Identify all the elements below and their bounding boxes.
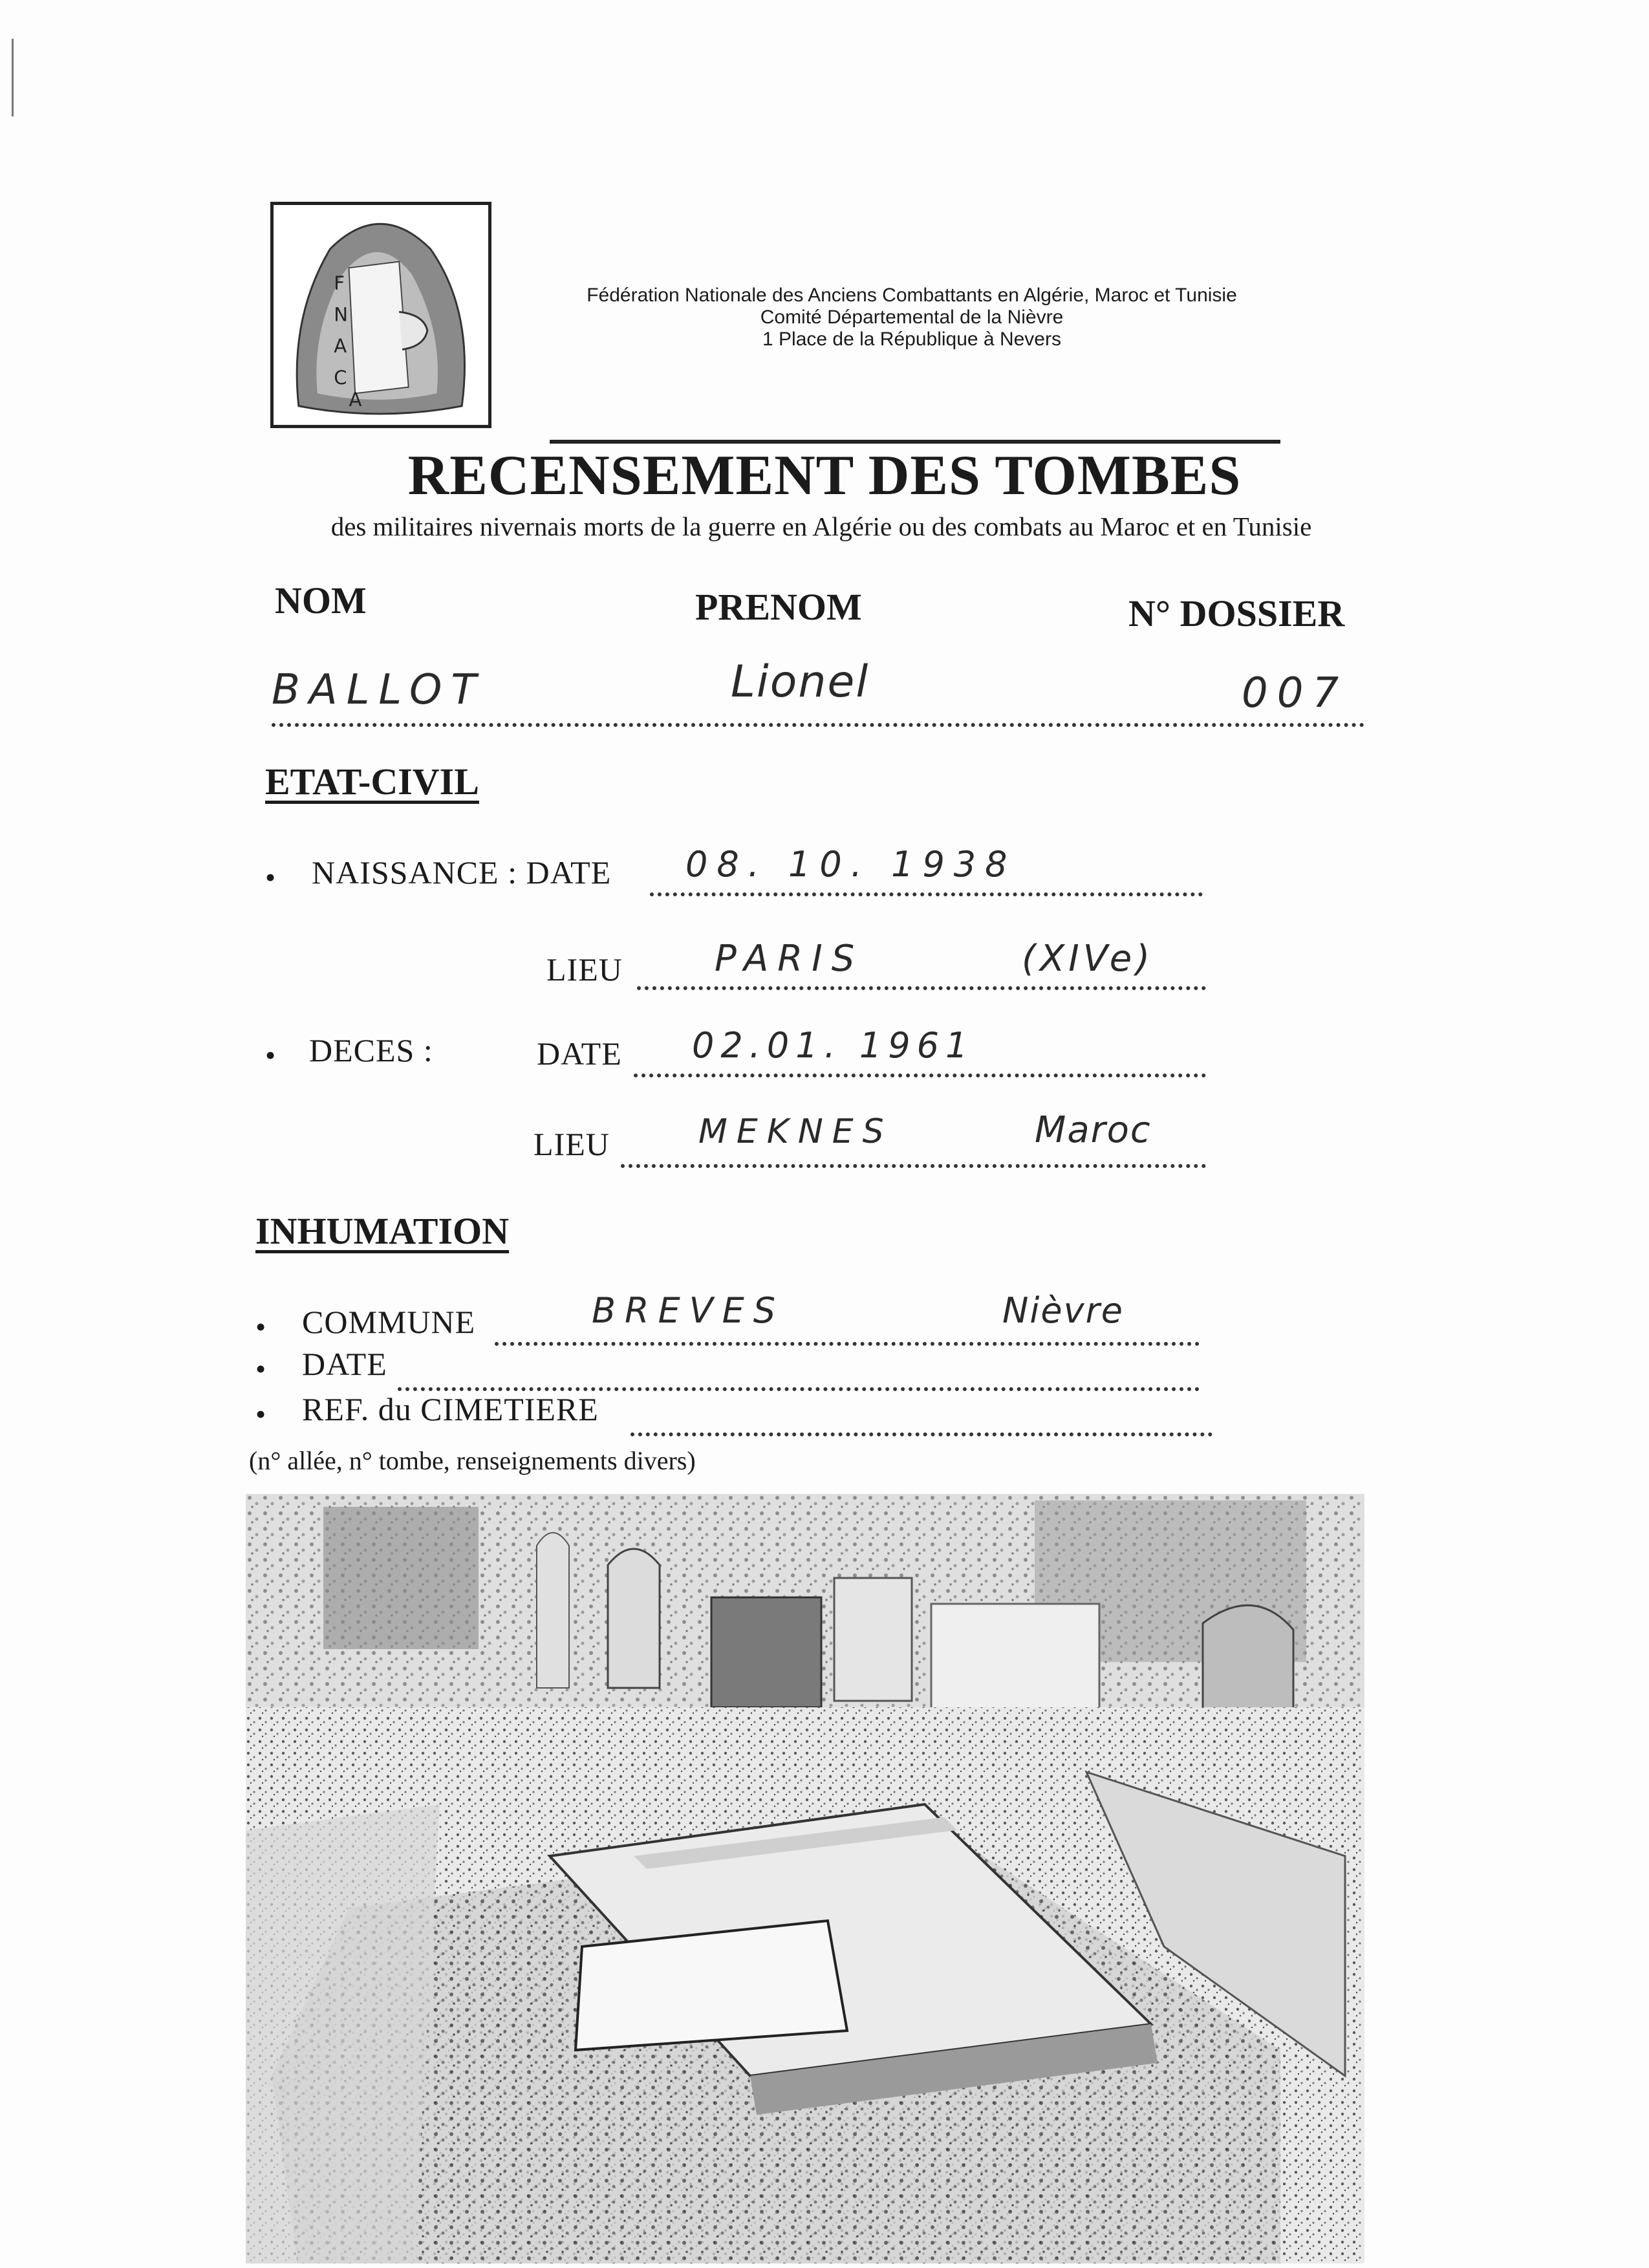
commune-value: BREVES (592, 1290, 785, 1331)
deces-bullet: • (265, 1039, 276, 1072)
naissance-lieu-dots (637, 986, 1206, 990)
naissance-date-value: 08. 10. 1938 (685, 844, 1017, 885)
commune-bullet: • (255, 1310, 266, 1343)
svg-text:F: F (334, 272, 345, 295)
deces-date-value: 02.01. 1961 (692, 1025, 975, 1066)
fnaca-emblem-icon (274, 205, 488, 425)
ref-cimetiere-dots (630, 1432, 1212, 1436)
deces-lieu-value: MEKNES (698, 1112, 893, 1151)
nom-value: BALLOT (272, 666, 486, 714)
identity-dotted-line (272, 723, 1364, 727)
svg-text:C: C (334, 366, 347, 389)
organization-address: 1 Place de la République à Nevers (762, 329, 1061, 350)
organization-header (530, 285, 1293, 351)
inhumation-date-label: DATE (302, 1346, 387, 1382)
etat-civil-heading: ETAT-CIVIL (265, 761, 479, 803)
commune-label: COMMUNE (302, 1304, 476, 1340)
naissance-lieu-value: PARIS (715, 938, 864, 980)
nom-label: NOM (275, 579, 367, 621)
commune-dots (495, 1342, 1200, 1346)
dossier-value: 007 (1242, 669, 1348, 717)
deces-date-label: DATE (537, 1035, 622, 1072)
deces-label: DECES : (309, 1032, 433, 1068)
deces-lieu-dots (621, 1164, 1206, 1168)
ref-note: (n° allée, n° tombe, renseignements divers) (249, 1446, 696, 1475)
naissance-lieu-label: LIEU (546, 951, 623, 988)
naissance-bullet: • (265, 861, 276, 894)
date-bullet: • (255, 1352, 266, 1385)
fnaca-logo (270, 202, 491, 428)
naissance-lieu-extra: (XIVe) (1022, 938, 1154, 980)
naissance-date-dots (650, 892, 1203, 896)
document-subtitle: des militaires nivernais morts de la guerre en Algérie ou des combats au Maroc et en Tunisie (330, 512, 1312, 541)
svg-text:A: A (349, 388, 362, 411)
prenom-value: Lionel (731, 656, 870, 707)
committee-name: Comité Départemental de la Nièvre (760, 307, 1064, 328)
cemetery-photo-graphic (246, 1494, 1364, 2263)
deces-lieu-extra: Maroc (1035, 1109, 1152, 1151)
prenom-label: PRENOM (695, 586, 862, 628)
naissance-label: NAISSANCE : DATE (312, 854, 612, 891)
ref-cimetiere-label: REF. du CIMETIERE (302, 1391, 599, 1427)
dossier-label: N° DOSSIER (1128, 592, 1345, 634)
deces-lieu-label: LIEU (534, 1126, 610, 1162)
svg-text:A: A (334, 335, 347, 358)
scan-edge-mark (12, 39, 14, 116)
ref-bullet: • (255, 1398, 266, 1431)
document-title: RECENSEMENT DES TOMBES (407, 444, 1242, 507)
deces-date-dots (634, 1074, 1206, 1077)
organization-name: Fédération Nationale des Anciens Combattants en Algérie, Maroc et Tunisie (587, 285, 1237, 306)
commune-extra: Nièvre (1002, 1290, 1125, 1331)
svg-text:N: N (334, 303, 348, 326)
inhumation-heading: INHUMATION (255, 1210, 510, 1252)
grave-photo (246, 1494, 1364, 2263)
